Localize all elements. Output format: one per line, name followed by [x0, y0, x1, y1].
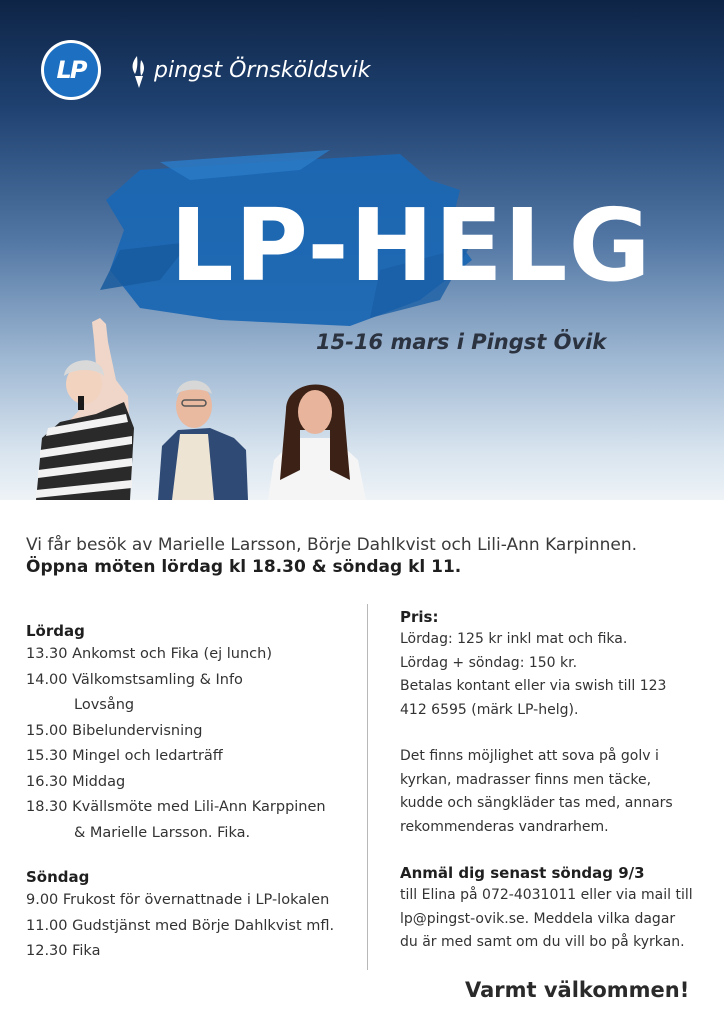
- sunday-heading: Söndag: [26, 868, 90, 886]
- price-line: 412 6595 (märk LP-helg).: [400, 701, 579, 718]
- speakers-photo: [0, 310, 400, 500]
- intro-open-meetings: Öppna möten lördag kl 18.30 & söndag kl 11.: [26, 557, 462, 577]
- signup-line: lp@pingst-ovik.se. Meddela vilka dagar: [400, 910, 676, 927]
- intro-speakers: Vi får besök av Marielle Larsson, Börje Dahlkvist och Lili-Ann Karpinnen.: [26, 535, 638, 555]
- saturday-heading: Lördag: [26, 622, 85, 640]
- hero-banner: [0, 0, 724, 500]
- column-divider: [367, 604, 368, 970]
- signup-heading: Anmäl dig senast söndag 9/3: [400, 864, 645, 882]
- schedule-item: 14.00 Välkomstsamling & Info: [26, 671, 243, 688]
- schedule-item: 18.30 Kvällsmöte med Lili-Ann Karppinen: [26, 799, 326, 815]
- sleep-info-line: kudde och sängkläder tas med, annars: [400, 795, 673, 811]
- price-heading: Pris:: [400, 608, 439, 626]
- lp-logo-text: LP: [44, 43, 98, 97]
- signup-line: du är med samt om du vill bo på kyrkan.: [400, 934, 685, 950]
- schedule-item: 16.30 Middag: [26, 773, 126, 790]
- schedule-item: 11.00 Gudstjänst med Börje Dahlkvist mfl.: [26, 917, 335, 934]
- intro-text: [26, 534, 706, 578]
- signup-line: till Elina på 072-4031011 eller via mail till: [400, 887, 693, 903]
- schedule-item: 13.30 Ankomst och Fika (ej lunch): [26, 646, 272, 662]
- schedule-item: 12.30 Fika: [26, 943, 101, 959]
- info-column: [400, 606, 710, 955]
- event-title: LP-HELG: [170, 187, 652, 304]
- event-date: 15-16 mars i Pingst Övik: [316, 330, 607, 354]
- price-line: Lördag + söndag: 150 kr.: [400, 654, 578, 671]
- church-name: pingst Örnsköldsvik: [154, 58, 371, 83]
- church-logo-icon: [128, 54, 150, 88]
- sleep-info-line: rekommenderas vandrarhem.: [400, 818, 609, 835]
- sleep-info-line: kyrkan, madrasser finns men täcke,: [400, 771, 652, 788]
- price-line: Lördag: 125 kr inkl mat och fika.: [400, 631, 628, 647]
- schedule-item: 15.00 Bibelundervisning: [26, 722, 203, 739]
- sleep-info-line: Det finns möjlighet att sova på golv i: [400, 748, 659, 764]
- schedule-column: [26, 620, 356, 965]
- schedule-item: 15.30 Mingel och ledarträff: [26, 748, 223, 764]
- schedule-item: & Marielle Larsson. Fika.: [74, 824, 251, 841]
- lp-logo: [41, 40, 101, 100]
- schedule-item: 9.00 Frukost för övernattnade i LP-lokalen: [26, 892, 330, 908]
- price-line: Betalas kontant eller via swish till 123: [400, 678, 667, 694]
- schedule-item: Lovsång: [74, 697, 135, 713]
- welcome-message: Varmt välkommen!: [465, 978, 690, 1002]
